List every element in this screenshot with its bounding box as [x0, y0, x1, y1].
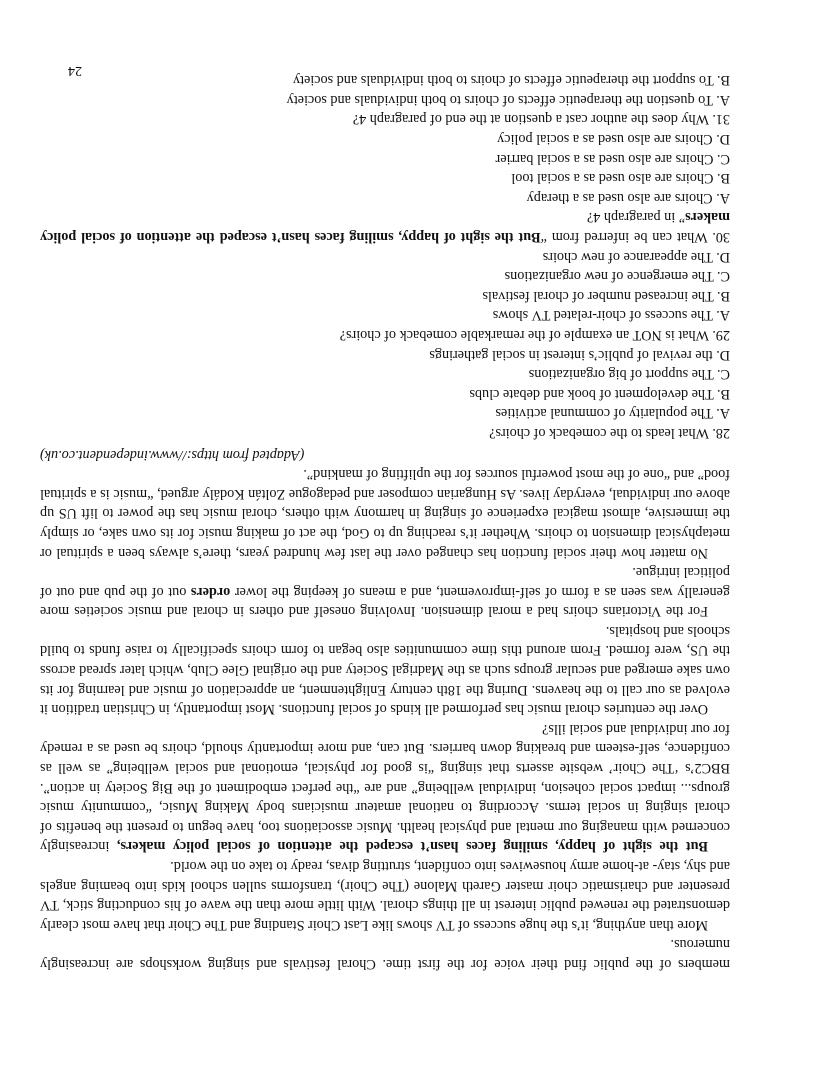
- answer-option[interactable]: B. The increased number of choral festivals: [482, 287, 730, 304]
- answer-option[interactable]: C. Choirs are also used as a social barrier: [495, 150, 730, 167]
- passage-text: No matter how their social function has changed over the last few hundred years, there’s always been a spiritual or metaphysical dimension to choirs. Whether it’s reaching up to God, the act of making music for its own sake, or simply the immersive, almost magical experience of singing in harmony with others, choral music has the power to lift US up above our individual, everyday lives. As Hungarian composer and pedagogue Zoltán Kodály argued, “music is a spiritual food” and “one of the most powerful sources for the uplifting of mankind”.: [40, 466, 730, 561]
- passage-text: out of the pub and out of political intrigue.: [40, 564, 730, 600]
- question-stem: 31. Why does the author cast a question at the end of paragraph 4?: [352, 111, 730, 128]
- bold-phrase: But the sight of happy, smiling faces hasn’t escaped the attention of social policy makers,: [116, 838, 708, 855]
- passage-paragraph-2: [40, 718, 730, 855]
- page-number: 24: [68, 63, 82, 78]
- question-text: 30. What can be inferred from “: [540, 229, 730, 246]
- answer-option[interactable]: D. The appearance of new choirs: [542, 248, 730, 265]
- passage-paragraph-0: [40, 934, 730, 973]
- passage-text: members of the public find their voice for the first time. Choral festivals and singing workshops are increasingly numerous.: [40, 936, 730, 972]
- answer-option[interactable]: A. Choirs are also used as a therapy: [526, 189, 730, 206]
- question-30: [40, 128, 730, 246]
- answer-option[interactable]: C. The support of big organizations: [528, 366, 730, 383]
- answer-option[interactable]: D. Choirs are also used as a social policy: [497, 131, 730, 148]
- quoted-phrase: But the sight of happy, smiling faces hasn’t escaped the attention of social policy makers: [39, 209, 730, 246]
- question-29: [40, 246, 730, 344]
- passage-paragraph-1: [40, 855, 730, 933]
- answer-option[interactable]: A. The popularity of communal activities: [495, 405, 730, 422]
- passage-text: Over the centuries choral music has performed all kinds of social functions. Most importantly, in Christian tradition it evolved as our call to the heavens. During the 18th century Enlightenment, an appreciation of music and learning for its own sake emerged and secular groups such as the Madrigal Society and the original Glee Club, which later spread across the US, were formed. From around this time communities also began to form choirs specifically to raise funds to build schools and hospitals.: [40, 622, 730, 718]
- question-stem: 29. What is NOT an example of the remarkable comeback of choirs?: [339, 327, 730, 343]
- passage-paragraph-5: [40, 464, 730, 562]
- answer-option[interactable]: A. The success of choir-related TV shows: [492, 307, 730, 324]
- question-text: ” in paragraph 4?: [586, 209, 686, 226]
- passage-text: More than anything, it’s the huge success of TV shows like Last Choir Standing and The Choir that have most clearly demonstrated the renewed public interest in all things choral. With little more than the wave of his conducting stick, TV presenter and charismatic choir master Gareth Malone (The Choir), transforms sullen school kids into beaming angels and shy, stay- at-home army housewives into confident, strutting divas, ready to take on the world.: [40, 858, 730, 933]
- answer-option[interactable]: D. the revival of public’s interest in social gatherings: [429, 346, 730, 363]
- passage-paragraph-3: [40, 620, 730, 718]
- question-stem: 28. What leads to the comeback of choirs?: [489, 424, 730, 441]
- answer-option[interactable]: A. To question the therapeutic effects of choirs to both individuals and society: [286, 91, 730, 108]
- bold-word: orders: [190, 583, 231, 600]
- passage-text: increasingly concerned with managing our mental and physical health. Music associations too, have begun to present the benefits of choral singing in social terms. According to national amateur musicians body Making Music, “community music groups... impact social cohesion, individual wellbeing” and are “the perfect embodiment of the Big Society in action”. BBC2’s ‘The Choir’ website asserts that singing “is good for physical, emotional and social wellbeing” as well as confidence, self-esteem and breaking down barriers. But can, and more importantly should, choirs be used as a remedy for our individual and social ills?: [40, 720, 730, 855]
- answer-option[interactable]: B. The development of book and debate clubs: [469, 385, 730, 402]
- passage-paragraph-4: [40, 562, 730, 621]
- passage-text: For the Victorians choirs had a moral dimension. Involving oneself and others in choral and music societies more generally was seen as a form of self-improvement, and a means of keeping the lower: [40, 583, 730, 620]
- question-28: [40, 344, 730, 442]
- answer-option[interactable]: B. To support the therapeutic effects of choirs to both individuals and society: [292, 72, 730, 89]
- question-31: [40, 70, 730, 129]
- question-stem: [40, 207, 730, 246]
- answer-option[interactable]: C. The emergence of new organizations: [504, 268, 730, 285]
- page-content: [40, 70, 730, 973]
- source-citation: (Adapted from https://www.independent.co.uk): [40, 446, 305, 463]
- answer-option[interactable]: B. Choirs are also used as a social tool: [511, 170, 730, 187]
